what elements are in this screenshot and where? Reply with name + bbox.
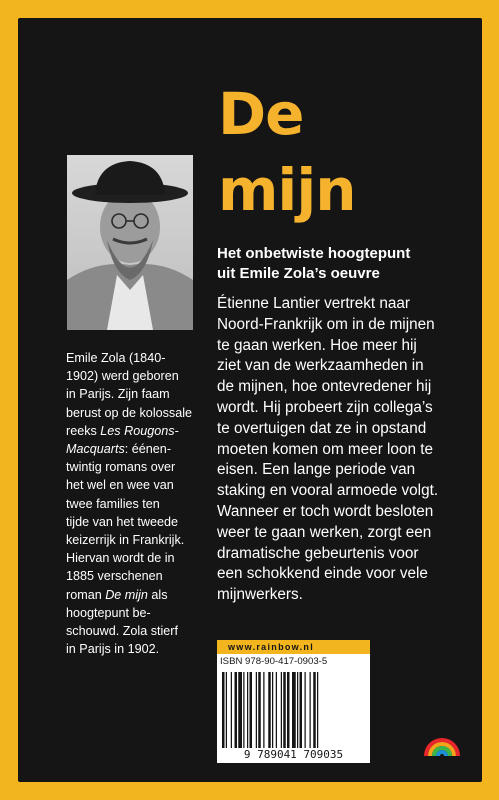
bio-line: 1885 verschenen bbox=[66, 569, 163, 584]
barcode-bar bbox=[281, 672, 282, 748]
bio-line: Hiervan wordt de in bbox=[66, 551, 175, 566]
tagline bbox=[217, 244, 467, 284]
bio-line: berust op de kolossale bbox=[66, 405, 193, 420]
barcode-bars bbox=[220, 672, 368, 748]
barcode-bar bbox=[263, 672, 264, 748]
bio-line bbox=[66, 422, 206, 440]
book-title bbox=[218, 76, 356, 228]
barcode-bar bbox=[231, 672, 232, 748]
barcode-bar bbox=[226, 672, 227, 748]
barcode-bar bbox=[243, 672, 244, 748]
barcode-bar bbox=[310, 672, 311, 748]
title-line-1: De bbox=[218, 80, 304, 148]
synopsis-line: wordt. Hij probeert zijn collega’s bbox=[217, 398, 433, 416]
synopsis-line: Wanneer er toch wordt besloten bbox=[217, 502, 434, 520]
barcode-bar bbox=[235, 672, 238, 748]
barcode-bar bbox=[297, 672, 298, 748]
bio-line: Emile Zola (1840- bbox=[66, 351, 166, 365]
bio-line: in Parijs. Zijn faam bbox=[66, 387, 170, 402]
synopsis-line: te overtuigen dat ze in opstand bbox=[217, 419, 427, 437]
bio-series-title-cont: Macquarts bbox=[66, 442, 125, 457]
barcode-bar bbox=[222, 672, 225, 748]
tagline-line-1: Het onbetwiste hoogtepunt bbox=[217, 245, 411, 262]
author-portrait bbox=[67, 155, 193, 330]
synopsis-line: moeten komen om meer loon te bbox=[217, 440, 433, 458]
isbn-text: ISBN 978-90-417-0903-5 bbox=[220, 656, 328, 667]
synopsis-line: Étienne Lantier vertrekt naar bbox=[217, 295, 411, 312]
bio-line bbox=[66, 440, 206, 458]
barcode-bar bbox=[287, 672, 290, 748]
barcode-bar bbox=[238, 672, 242, 748]
synopsis-line: dramatische gebeurtenis voor bbox=[217, 544, 419, 562]
tagline-line-2: uit Emile Zola’s oeuvre bbox=[217, 265, 380, 282]
barcode-bar bbox=[276, 672, 277, 748]
bio-line: tijde van het tweede bbox=[66, 514, 179, 529]
synopsis-line: de mijnen, hoe ontevredener hij bbox=[217, 378, 432, 396]
synopsis-line: mijnwerkers. bbox=[217, 586, 303, 604]
bio-series-title: Les Rougons- bbox=[100, 423, 179, 438]
barcode-bar bbox=[250, 672, 253, 748]
bio-text: als bbox=[151, 587, 168, 602]
bio-line: twintig romans over bbox=[66, 460, 176, 475]
barcode-bar bbox=[305, 672, 306, 748]
author-bio bbox=[66, 349, 206, 658]
barcode-bar bbox=[292, 672, 296, 748]
barcode-bar bbox=[300, 672, 303, 748]
bio-line: het wel en wee van bbox=[66, 478, 174, 493]
barcode-bar bbox=[313, 672, 316, 748]
barcode-bar bbox=[256, 672, 257, 748]
publisher-url: www.rainbow.nl bbox=[217, 640, 370, 654]
synopsis-line: eisen. Een lange periode van bbox=[217, 461, 416, 479]
synopsis-line: Noord-Frankrijk om in de mijnen bbox=[217, 315, 435, 333]
bio-line: twee families ten bbox=[66, 496, 160, 511]
bio-book-title: De mijn bbox=[105, 587, 148, 602]
synopsis-line: te gaan werken. Hoe meer hij bbox=[217, 336, 417, 354]
barcode-bar bbox=[283, 672, 286, 748]
bio-text: roman bbox=[66, 587, 102, 602]
synopsis-line: weer te gaan werken, zorgt een bbox=[217, 523, 432, 541]
bio-line bbox=[66, 586, 206, 604]
bio-line: 1902) werd geboren bbox=[66, 369, 179, 384]
bio-line: schouwd. Zola stierf bbox=[66, 624, 178, 639]
barcode-bar bbox=[317, 672, 318, 748]
barcode-bar bbox=[258, 672, 261, 748]
synopsis-line: ziet van de werkzaamheden in bbox=[217, 357, 424, 375]
barcode-number: 9 789041 709035 bbox=[243, 748, 344, 761]
synopsis bbox=[217, 294, 467, 606]
barcode-label bbox=[217, 640, 370, 763]
synopsis-line: staking en vooral armoede volgt. bbox=[217, 482, 439, 500]
bio-line: in Parijs in 1902. bbox=[66, 642, 160, 657]
bio-text: : éénen- bbox=[124, 442, 172, 457]
rainbow-logo-icon bbox=[422, 722, 462, 762]
synopsis-line: een schokkend einde voor vele bbox=[217, 565, 428, 583]
title-line-2: mijn bbox=[218, 156, 356, 224]
barcode-bar bbox=[272, 672, 273, 748]
barcode-bar bbox=[247, 672, 248, 748]
bio-text: reeks bbox=[66, 423, 97, 438]
bio-line: hoogtepunt be- bbox=[66, 605, 151, 620]
author-portrait-image bbox=[67, 155, 193, 330]
barcode-bar bbox=[268, 672, 271, 748]
bio-line: keizerrijk in Frankrijk. bbox=[66, 533, 185, 548]
